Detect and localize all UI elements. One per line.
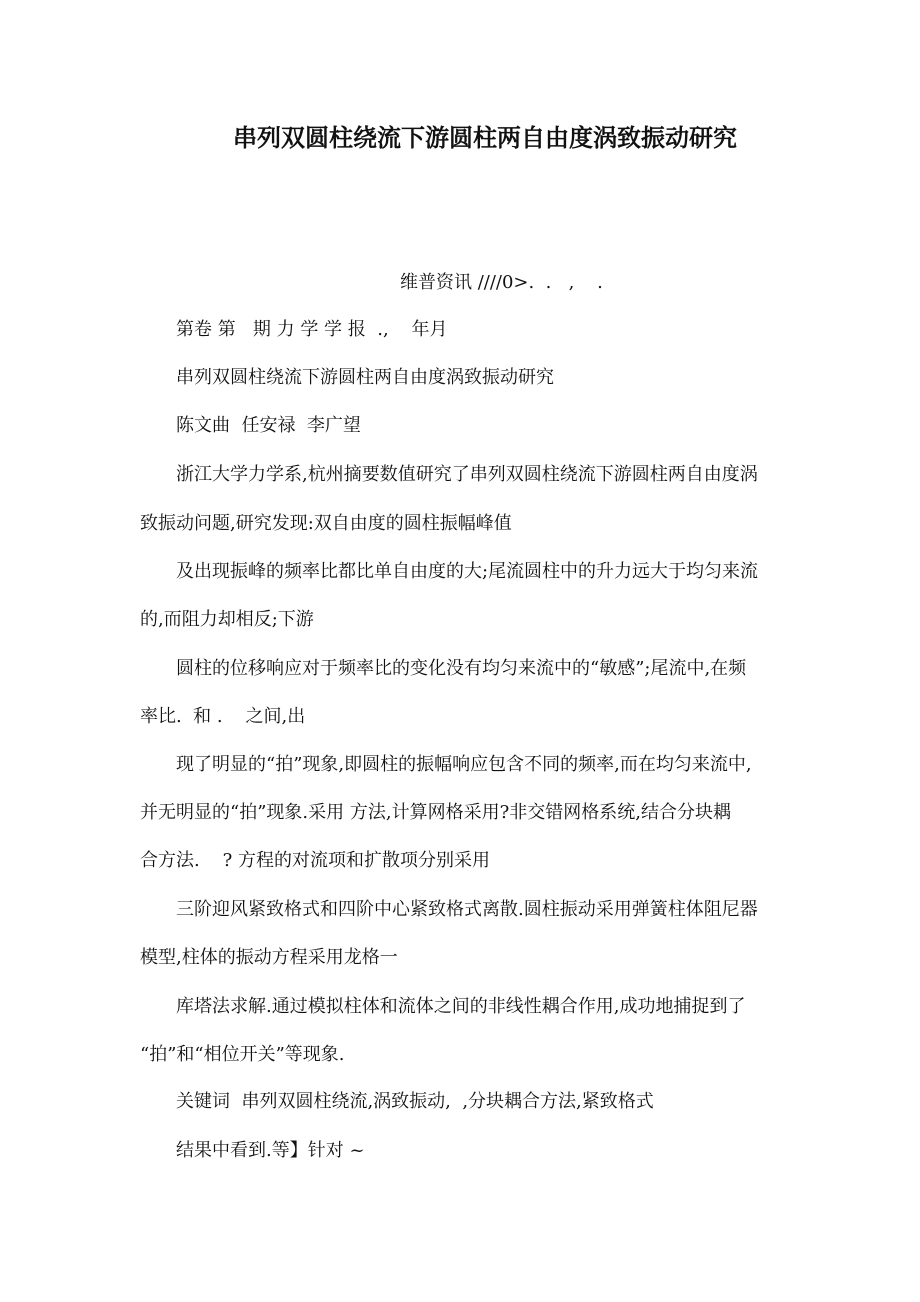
body-line: 的,而阻力却相反;下游 (140, 609, 314, 630)
source-line: 维普资讯 ////0>. . , . (400, 272, 603, 293)
body-line: 并无明显的“拍”现象.采用 方法,计算网格采用?非交错网格系统,结合分块耦 (140, 802, 731, 823)
body-line: 结果中看到.等】针对 ~ (176, 1140, 365, 1161)
body-line: 浙江大学力学系,杭州摘要数值研究了串列双圆柱绕流下游圆柱两自由度涡 (176, 464, 758, 485)
document-title: 串列双圆柱绕流下游圆柱两自由度涡致振动研究 (233, 123, 737, 152)
keywords-line: 关键词 串列双圆柱绕流,涡致振动, ,分块耦合方法,紧致格式 (176, 1091, 654, 1112)
authors-line: 陈文曲 任安禄 李广望 (176, 415, 361, 436)
body-line: 现了明显的“拍”现象,即圆柱的振幅响应包含不同的频率,而在均匀来流中, (176, 754, 752, 775)
body-line: 合方法. ? 方程的对流项和扩散项分别采用 (140, 850, 490, 871)
journal-info-line: 第卷 第 期 力 学 学 报 ., 年月 (176, 319, 448, 340)
body-line: “拍”和“相位开关”等现象. (140, 1044, 345, 1065)
body-line: 模型,柱体的振动方程采用龙格一 (140, 947, 398, 968)
body-line: 圆柱的位移响应对于频率比的变化没有均匀来流中的“敏感”;尾流中,在频 (176, 658, 747, 679)
body-line: 及出现振峰的频率比都比单自由度的大;尾流圆柱中的升力远大于均匀来流 (176, 561, 759, 582)
article-title-line: 串列双圆柱绕流下游圆柱两自由度涡致振动研究 (176, 367, 554, 388)
body-line: 率比. 和 . 之间,出 (140, 706, 306, 727)
body-line: 库塔法求解.通过模拟柱体和流体之间的非线性耦合作用,成功地捕捉到了 (176, 996, 746, 1017)
body-line: 三阶迎风紧致格式和四阶中心紧致格式离散.圆柱振动采用弹簧柱体阻尼器 (176, 899, 758, 920)
body-line: 致振动问题,研究发现:双自由度的圆柱振幅峰值 (140, 513, 512, 534)
